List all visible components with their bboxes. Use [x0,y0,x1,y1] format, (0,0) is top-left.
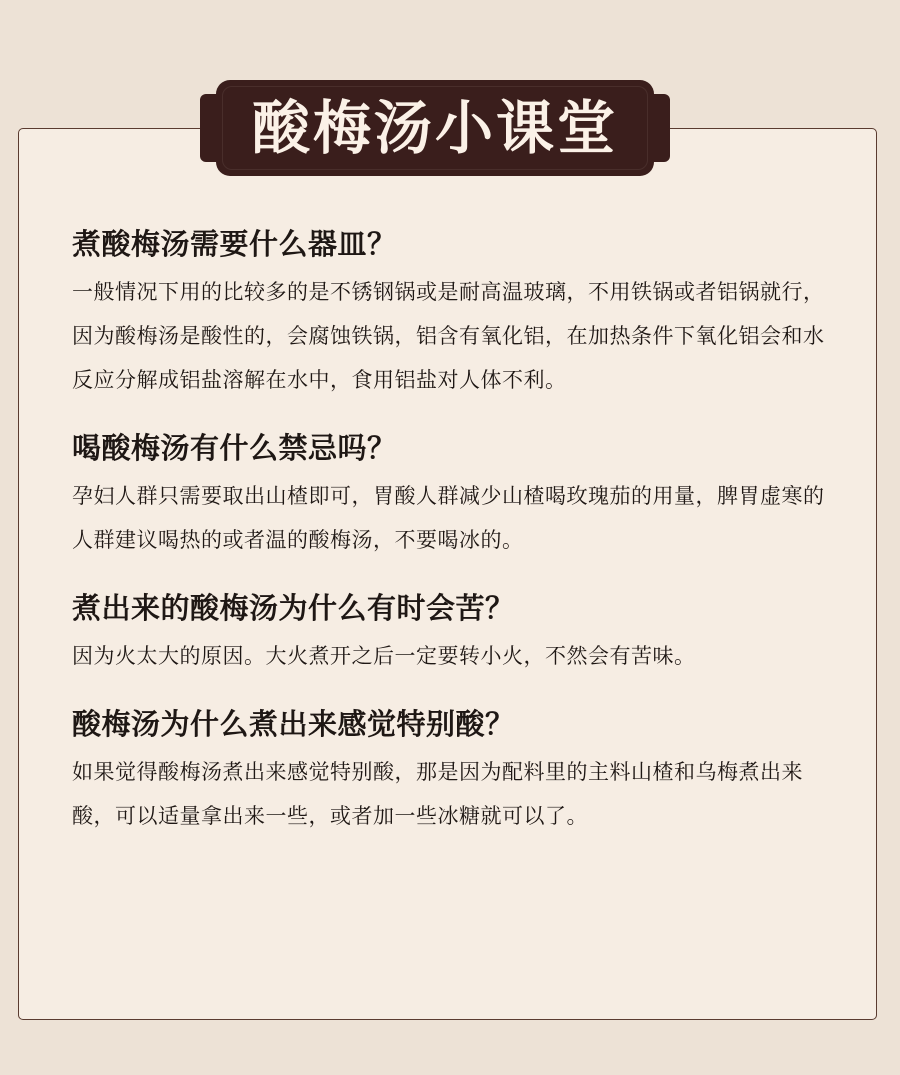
faq-question: 喝酸梅汤有什么禁忌吗？ [72,431,397,465]
faq-item [72,224,840,402]
faq-item [72,428,840,562]
faq-question: 煮酸梅汤需要什么器皿？ [72,227,397,261]
faq-answer: 孕妇人群只需要取出山楂即可，胃酸人群减少山楂喝玫瑰茄的用量，脾胃虚寒的人群建议喝热的或者温的酸梅汤，不要喝冰的。 [72,484,825,552]
page-title: 酸梅汤小课堂 [251,94,618,162]
title-banner [200,80,670,176]
faq-item [72,704,840,838]
faq-answer: 一般情况下用的比较多的是不锈钢锅或是耐高温玻璃，不用铁锅或者铝锅就行，因为酸梅汤是酸性的，会腐蚀铁锅，铝含有氧化铝，在加热条件下氧化铝会和水反应分解成铝盐溶解在水中，食用铝盐对人体不利。 [72,280,825,392]
faq-answer: 如果觉得酸梅汤煮出来感觉特别酸，那是因为配料里的主料山楂和乌梅煮出来酸，可以适量拿出来一些，或者加一些冰糖就可以了。 [72,760,803,828]
faq-question: 煮出来的酸梅汤为什么有时会苦？ [72,591,515,625]
banner-plate [216,80,654,176]
faq-answer: 因为火太大的原因。大火煮开之后一定要转小火，不然会有苦味。 [72,644,696,668]
faq-question: 酸梅汤为什么煮出来感觉特别酸？ [72,707,515,741]
faq-list [72,224,840,864]
faq-item [72,588,840,678]
